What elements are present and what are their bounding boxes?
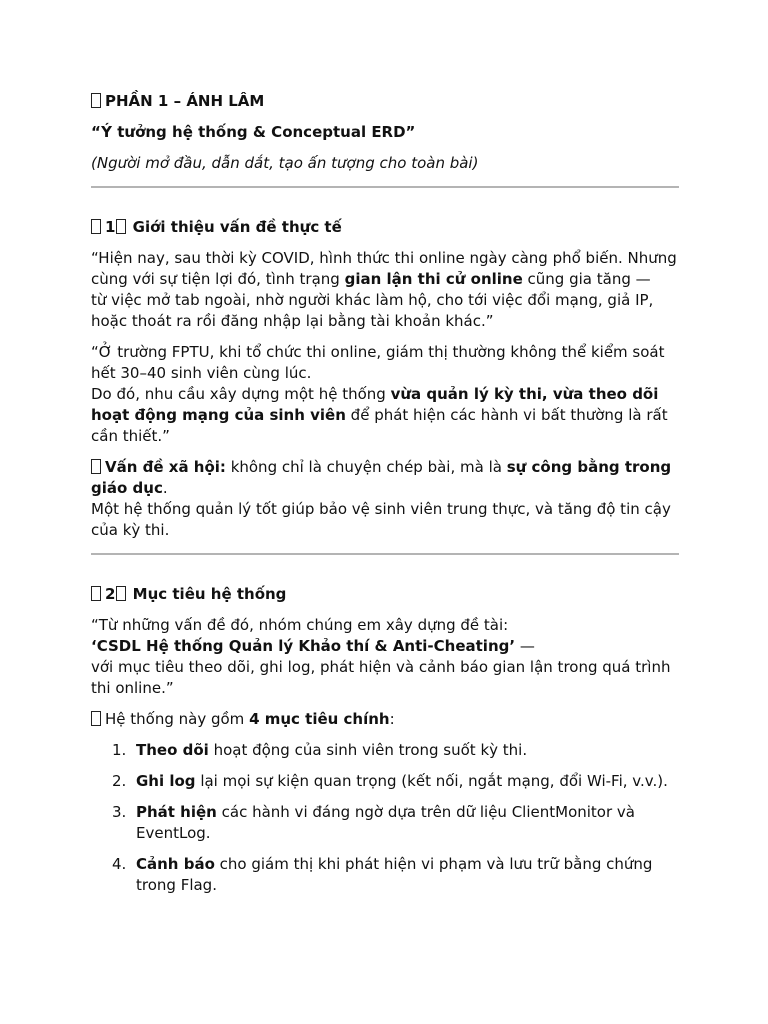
divider <box>91 553 679 555</box>
section2-heading: 2 Mục tiêu hệ thống <box>91 584 679 605</box>
social-issue-paragraph: Vấn đề xã hội: không chỉ là chuyện chép bài, mà là sự công bằng trong giáo dục. Một hệ thống quản lý tốt giúp bảo vệ sinh viên trung thực, và tăng độ tin cậy của kỳ thi. <box>91 458 672 539</box>
list-item: 2. Ghi log lại mọi sự kiện quan trọng (kết nối, ngắt mạng, đổi Wi-Fi, v.v.). <box>112 772 668 790</box>
section1-paragraph-2: “Ở trường FPTU, khi tổ chức thi online, giám thị thường không thể kiểm soát hết 30–40 sinh viên cùng lúc. Do đó, nhu cầu xây dựng một hệ thống vừa quản lý kỳ thi, vừa theo dõi hoạt động mạng của sinh viên để phát hiện các hành vi bất thường là rất cần thiết.” <box>91 343 668 445</box>
section1-heading: 1 Giới thiệu vấn đề thực tế <box>91 217 679 238</box>
emoji-placeholder-icon <box>91 586 101 601</box>
part-heading: PHẦN 1 – ÁNH LÂM <box>91 91 679 112</box>
emoji-placeholder-icon <box>91 93 101 108</box>
goals-list <box>91 740 679 896</box>
keycap-icon <box>116 219 126 234</box>
list-item: 3. Phát hiện các hành vi đáng ngờ dựa trên dữ liệu ClientMonitor và EventLog. <box>112 803 635 842</box>
emoji-placeholder-icon <box>91 711 101 726</box>
part-title: “Ý tưởng hệ thống & Conceptual ERD” <box>91 123 416 141</box>
emoji-placeholder-icon <box>91 219 101 234</box>
divider <box>91 186 679 188</box>
section1-paragraph-1: “Hiện nay, sau thời kỳ COVID, hình thức thi online ngày càng phổ biến. Nhưng cùng với sự tiện lợi đó, tình trạng gian lận thi cử online cũng gia tăng — từ việc mở tab ngoài, nhờ người khác làm hộ, cho tới việc đổi mạng, giả IP, hoặc thoát ra rồi đăng nhập lại bằng tài khoản khác.” <box>91 249 677 330</box>
goals-intro: Hệ thống này gồm 4 mục tiêu chính: <box>91 709 679 730</box>
emoji-placeholder-icon <box>91 459 101 474</box>
list-item: 1. Theo dõi hoạt động của sinh viên trong suốt kỳ thi. <box>112 741 528 759</box>
list-item: 4. Cảnh báo cho giám thị khi phát hiện vi phạm và lưu trữ bằng chứng trong Flag. <box>112 855 653 894</box>
part-subtitle: (Người mở đầu, dẫn dắt, tạo ấn tượng cho toàn bài) <box>91 154 479 172</box>
section2-paragraph: “Từ những vấn đề đó, nhóm chúng em xây dựng đề tài: ‘CSDL Hệ thống Quản lý Khảo thí & Anti-Cheating’ — với mục tiêu theo dõi, ghi log, phát hiện và cảnh báo gian lận trong quá trình thi online.” <box>91 616 671 697</box>
keycap-icon <box>116 586 126 601</box>
document-content <box>91 90 679 896</box>
